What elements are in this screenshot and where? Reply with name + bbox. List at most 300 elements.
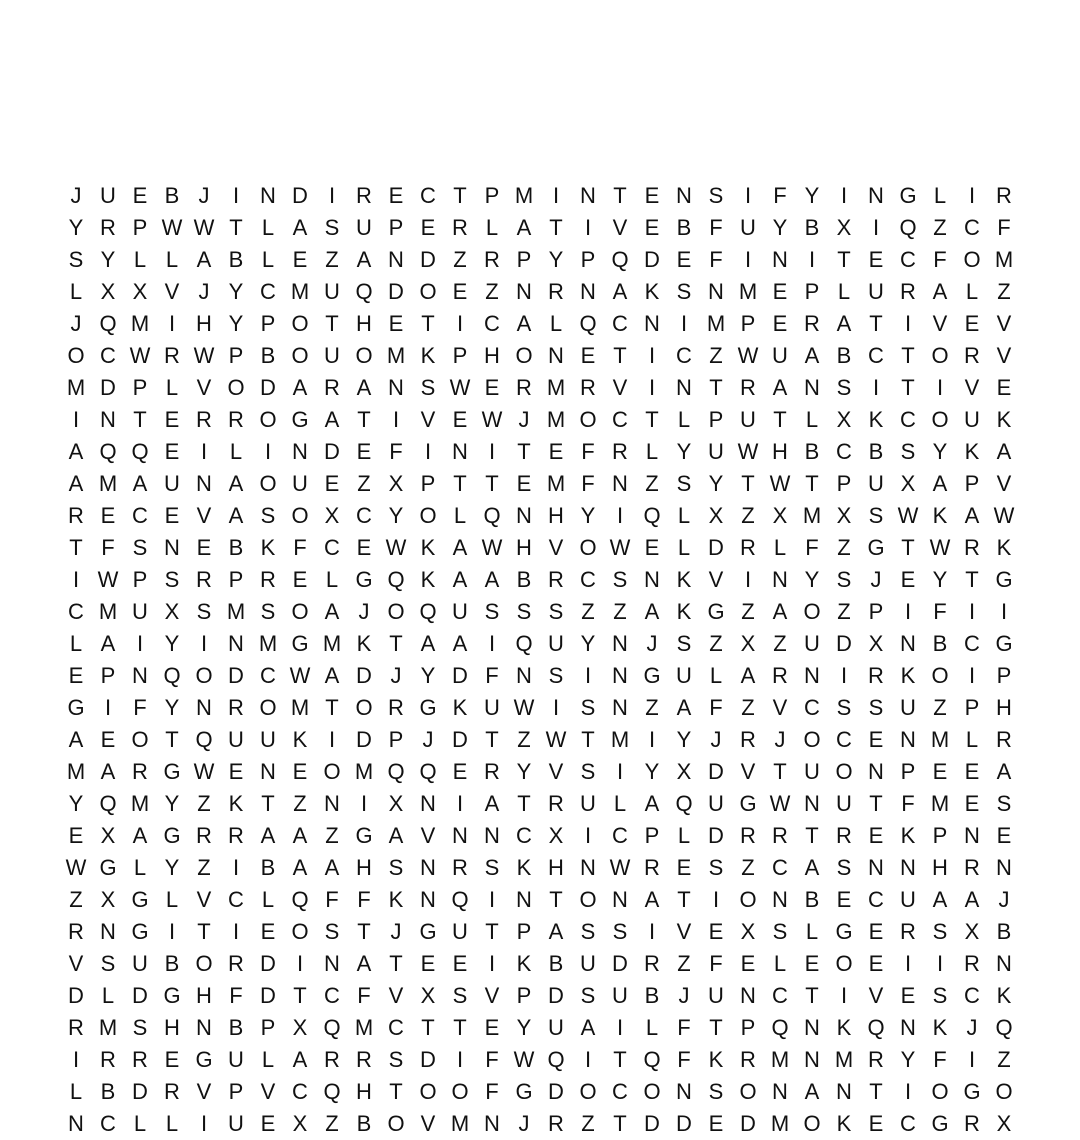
grid-letter[interactable]: N [452,823,468,848]
grid-letter[interactable]: M [930,791,950,816]
grid-letter[interactable]: Z [645,471,659,496]
grid-letter[interactable]: K [420,535,436,560]
grid-letter[interactable]: Q [419,599,437,624]
grid-letter[interactable]: R [900,919,916,944]
grid-letter[interactable]: R [996,183,1012,208]
grid-letter[interactable]: R [740,727,756,752]
grid-letter[interactable]: Q [99,791,117,816]
grid-letter[interactable]: D [132,1079,148,1104]
grid-letter[interactable]: J [710,727,722,752]
grid-letter[interactable]: C [612,1079,628,1104]
grid-letter[interactable]: A [324,599,340,624]
grid-letter[interactable]: E [324,471,340,496]
grid-letter[interactable]: H [772,439,788,464]
grid-letter[interactable]: W [769,791,791,816]
grid-letter[interactable]: M [354,1015,374,1040]
grid-letter[interactable]: I [168,311,176,336]
grid-letter[interactable]: A [68,727,84,752]
grid-letter[interactable]: Y [100,247,116,272]
grid-letter[interactable]: M [770,1047,790,1072]
grid-letter[interactable]: I [712,887,720,912]
grid-letter[interactable]: C [388,1015,404,1040]
grid-letter[interactable]: M [834,1047,854,1072]
grid-letter[interactable]: I [488,439,496,464]
grid-letter[interactable]: B [804,887,820,912]
grid-letter[interactable]: F [485,1079,499,1104]
grid-letter[interactable]: L [773,951,787,976]
grid-letter[interactable]: L [805,407,819,432]
grid-letter[interactable]: X [772,503,788,528]
grid-letter[interactable]: E [356,535,372,560]
grid-letter[interactable]: C [676,343,692,368]
grid-letter[interactable]: O [291,343,309,368]
grid-letter[interactable]: S [676,631,692,656]
grid-letter[interactable]: P [452,343,468,368]
grid-letter[interactable]: N [740,983,756,1008]
grid-letter[interactable]: S [68,247,84,272]
grid-letter[interactable]: T [389,1079,403,1104]
grid-letter[interactable]: S [612,567,628,592]
grid-letter[interactable]: J [966,1015,978,1040]
grid-letter[interactable]: L [165,375,179,400]
grid-letter[interactable]: L [261,887,275,912]
grid-letter[interactable]: T [389,631,403,656]
grid-letter[interactable]: O [739,887,757,912]
grid-letter[interactable]: E [964,791,980,816]
grid-letter[interactable]: G [515,1079,533,1104]
grid-letter[interactable]: L [965,279,979,304]
grid-letter[interactable]: E [292,567,308,592]
grid-letter[interactable]: U [132,599,148,624]
grid-letter[interactable]: A [484,791,500,816]
grid-letter[interactable]: M [802,503,822,528]
grid-letter[interactable]: M [130,311,150,336]
grid-letter[interactable]: A [676,695,692,720]
grid-letter[interactable]: D [644,1111,660,1136]
grid-letter[interactable]: U [740,215,756,240]
grid-letter[interactable]: L [677,407,691,432]
grid-letter[interactable]: T [613,1111,627,1136]
grid-letter[interactable]: D [452,663,468,688]
grid-letter[interactable]: E [996,823,1012,848]
grid-letter[interactable]: G [67,695,85,720]
grid-letter[interactable]: D [132,983,148,1008]
grid-letter[interactable]: T [485,919,499,944]
grid-letter[interactable]: E [452,407,468,432]
grid-letter[interactable]: A [836,311,852,336]
grid-letter[interactable]: Z [357,471,371,496]
grid-letter[interactable]: V [612,215,628,240]
grid-letter[interactable]: X [836,407,852,432]
grid-letter[interactable]: N [804,375,820,400]
grid-letter[interactable]: R [196,823,212,848]
grid-letter[interactable]: F [325,887,339,912]
grid-letter[interactable]: I [616,759,624,784]
grid-letter[interactable]: G [707,599,725,624]
grid-letter[interactable]: T [453,183,467,208]
grid-letter[interactable]: A [932,471,948,496]
grid-letter[interactable]: A [356,951,372,976]
grid-letter[interactable]: E [452,759,468,784]
grid-letter[interactable]: I [968,1047,976,1072]
grid-letter[interactable]: N [196,471,212,496]
grid-letter[interactable]: I [488,631,496,656]
grid-letter[interactable]: D [548,983,564,1008]
grid-letter[interactable]: Q [131,439,149,464]
grid-letter[interactable]: W [97,567,119,592]
grid-letter[interactable]: A [100,631,116,656]
grid-letter[interactable]: O [835,951,853,976]
grid-letter[interactable]: T [901,343,915,368]
grid-letter[interactable]: Q [675,791,693,816]
grid-letter[interactable]: C [900,247,916,272]
grid-letter[interactable]: P [900,759,916,784]
grid-letter[interactable]: C [964,215,980,240]
grid-letter[interactable]: I [456,791,464,816]
grid-letter[interactable]: N [100,407,116,432]
grid-letter[interactable]: B [100,1079,116,1104]
grid-letter[interactable]: I [488,887,496,912]
grid-letter[interactable]: Q [547,1047,565,1072]
grid-letter[interactable]: G [99,855,117,880]
grid-letter[interactable]: S [324,919,340,944]
grid-letter[interactable]: K [228,791,244,816]
grid-letter[interactable]: N [804,791,820,816]
grid-letter[interactable]: V [932,311,948,336]
grid-letter[interactable]: G [931,1111,949,1136]
grid-letter[interactable]: L [645,439,659,464]
grid-letter[interactable]: O [803,599,821,624]
grid-letter[interactable]: U [260,727,276,752]
grid-letter[interactable]: H [356,855,372,880]
grid-letter[interactable]: G [291,631,309,656]
grid-letter[interactable]: O [579,407,597,432]
grid-letter[interactable]: N [772,887,788,912]
grid-letter[interactable]: L [805,919,819,944]
grid-letter[interactable]: G [291,407,309,432]
grid-letter[interactable]: I [808,247,816,272]
grid-letter[interactable]: T [517,439,531,464]
grid-letter[interactable]: X [868,631,884,656]
grid-letter[interactable]: D [68,983,84,1008]
grid-letter[interactable]: V [196,503,212,528]
grid-letter[interactable]: C [868,343,884,368]
grid-letter[interactable]: J [870,567,882,592]
grid-letter[interactable]: L [69,1079,83,1104]
grid-letter[interactable]: A [644,791,660,816]
grid-letter[interactable]: T [645,407,659,432]
grid-letter[interactable]: Z [325,247,339,272]
grid-letter[interactable]: S [580,983,596,1008]
grid-letter[interactable]: I [744,247,752,272]
grid-letter[interactable]: R [452,855,468,880]
grid-letter[interactable]: S [676,279,692,304]
grid-letter[interactable]: D [676,1111,692,1136]
grid-letter[interactable]: J [70,311,82,336]
grid-letter[interactable]: Z [581,599,595,624]
grid-letter[interactable]: E [452,951,468,976]
grid-letter[interactable]: R [740,535,756,560]
grid-letter[interactable]: M [994,247,1014,272]
grid-letter[interactable]: C [516,823,532,848]
grid-letter[interactable]: A [516,215,532,240]
grid-letter[interactable]: R [548,279,564,304]
grid-letter[interactable]: N [644,311,660,336]
grid-letter[interactable]: Q [99,311,117,336]
grid-letter[interactable]: J [390,919,402,944]
grid-letter[interactable]: S [932,919,948,944]
grid-letter[interactable]: E [420,951,436,976]
grid-letter[interactable]: X [740,919,756,944]
grid-letter[interactable]: P [708,407,724,432]
grid-letter[interactable]: R [612,439,628,464]
grid-letter[interactable]: V [196,887,212,912]
grid-letter[interactable]: T [453,471,467,496]
grid-letter[interactable]: X [836,215,852,240]
grid-letter[interactable]: R [868,1047,884,1072]
grid-letter[interactable]: B [228,1015,244,1040]
grid-letter[interactable]: G [899,183,917,208]
grid-letter[interactable]: V [868,983,884,1008]
grid-letter[interactable]: X [388,791,404,816]
grid-letter[interactable]: Q [323,1015,341,1040]
grid-letter[interactable]: S [836,567,852,592]
grid-letter[interactable]: U [164,471,180,496]
grid-letter[interactable]: A [452,535,468,560]
grid-letter[interactable]: Z [837,599,851,624]
grid-letter[interactable]: R [548,567,564,592]
grid-letter[interactable]: I [872,215,880,240]
grid-letter[interactable]: S [996,791,1012,816]
grid-letter[interactable]: R [484,247,500,272]
grid-letter[interactable]: N [388,247,404,272]
grid-letter[interactable]: J [998,887,1010,912]
grid-letter[interactable]: E [868,951,884,976]
grid-letter[interactable]: Y [932,439,948,464]
grid-letter[interactable]: O [931,407,949,432]
grid-letter[interactable]: U [324,343,340,368]
grid-letter[interactable]: L [485,215,499,240]
grid-letter[interactable]: D [836,631,852,656]
grid-letter[interactable]: Q [643,503,661,528]
grid-letter[interactable]: X [740,631,756,656]
grid-letter[interactable]: N [484,823,500,848]
grid-letter[interactable]: P [740,1015,756,1040]
grid-letter[interactable]: T [869,1079,883,1104]
grid-letter[interactable]: I [584,823,592,848]
grid-letter[interactable]: I [552,695,560,720]
grid-letter[interactable]: P [228,1079,244,1104]
grid-letter[interactable]: R [196,567,212,592]
grid-letter[interactable]: X [132,279,148,304]
grid-letter[interactable]: D [420,1047,436,1072]
grid-letter[interactable]: R [132,1047,148,1072]
grid-letter[interactable]: F [485,663,499,688]
grid-letter[interactable]: O [515,343,533,368]
grid-letter[interactable]: Y [68,791,84,816]
grid-letter[interactable]: N [228,631,244,656]
grid-letter[interactable]: I [744,183,752,208]
grid-letter[interactable]: L [133,1111,147,1136]
grid-letter[interactable]: Y [676,727,692,752]
grid-letter[interactable]: I [456,311,464,336]
grid-letter[interactable]: E [708,1111,724,1136]
grid-letter[interactable]: I [968,599,976,624]
grid-letter[interactable]: I [328,183,336,208]
grid-letter[interactable]: T [677,887,691,912]
grid-letter[interactable]: A [420,631,436,656]
grid-letter[interactable]: E [836,887,852,912]
grid-letter[interactable]: M [546,471,566,496]
grid-letter[interactable]: T [709,1015,723,1040]
grid-letter[interactable]: I [296,951,304,976]
grid-letter[interactable]: O [739,1079,757,1104]
grid-letter[interactable]: R [228,823,244,848]
grid-letter[interactable]: D [708,535,724,560]
grid-letter[interactable]: O [931,343,949,368]
grid-letter[interactable]: F [229,983,243,1008]
grid-letter[interactable]: T [229,215,243,240]
grid-letter[interactable]: T [549,887,563,912]
grid-letter[interactable]: G [835,919,853,944]
grid-letter[interactable]: I [392,407,400,432]
grid-letter[interactable]: Q [611,247,629,272]
grid-letter[interactable]: L [677,535,691,560]
grid-letter[interactable]: C [836,439,852,464]
grid-letter[interactable]: I [552,183,560,208]
grid-letter[interactable]: L [325,567,339,592]
grid-letter[interactable]: V [548,759,564,784]
grid-letter[interactable]: U [804,631,820,656]
grid-letter[interactable]: P [964,695,980,720]
grid-letter[interactable]: X [676,759,692,784]
grid-letter[interactable]: N [612,471,628,496]
grid-letter[interactable]: E [932,759,948,784]
grid-letter[interactable]: T [453,1015,467,1040]
grid-letter[interactable]: J [646,631,658,656]
grid-letter[interactable]: M [98,1015,118,1040]
grid-letter[interactable]: Y [420,663,436,688]
grid-letter[interactable]: G [131,919,149,944]
grid-letter[interactable]: N [868,759,884,784]
grid-letter[interactable]: K [996,983,1012,1008]
grid-letter[interactable]: C [868,887,884,912]
grid-letter[interactable]: G [867,535,885,560]
grid-letter[interactable]: F [677,1047,691,1072]
grid-letter[interactable]: T [549,215,563,240]
grid-letter[interactable]: P [228,343,244,368]
grid-letter[interactable]: P [932,823,948,848]
grid-letter[interactable]: A [996,759,1012,784]
grid-letter[interactable]: O [355,343,373,368]
grid-letter[interactable]: K [356,631,372,656]
grid-letter[interactable]: S [196,599,212,624]
grid-letter[interactable]: G [995,567,1013,592]
grid-letter[interactable]: E [132,183,148,208]
grid-letter[interactable]: Q [387,567,405,592]
grid-letter[interactable]: U [772,343,788,368]
grid-letter[interactable]: U [548,1015,564,1040]
grid-letter[interactable]: V [420,1111,436,1136]
grid-letter[interactable]: L [677,823,691,848]
grid-letter[interactable]: X [292,1111,308,1136]
grid-letter[interactable]: I [872,375,880,400]
grid-letter[interactable]: V [996,311,1012,336]
grid-letter[interactable]: W [609,855,631,880]
grid-letter[interactable]: X [900,471,916,496]
grid-letter[interactable]: R [964,855,980,880]
grid-letter[interactable]: R [164,343,180,368]
grid-letter[interactable]: N [676,183,692,208]
grid-letter[interactable]: G [643,663,661,688]
grid-letter[interactable]: K [900,663,916,688]
grid-letter[interactable]: R [228,951,244,976]
grid-letter[interactable]: I [904,599,912,624]
grid-letter[interactable]: D [100,375,116,400]
grid-letter[interactable]: V [196,375,212,400]
grid-letter[interactable]: Y [516,759,532,784]
grid-letter[interactable]: R [772,823,788,848]
grid-letter[interactable]: F [101,535,115,560]
grid-letter[interactable]: C [964,631,980,656]
grid-letter[interactable]: O [323,759,341,784]
grid-letter[interactable]: C [292,1079,308,1104]
grid-letter[interactable]: L [645,1015,659,1040]
grid-letter[interactable]: M [354,759,374,784]
grid-letter[interactable]: D [420,247,436,272]
grid-letter[interactable]: A [452,567,468,592]
grid-letter[interactable]: E [964,311,980,336]
grid-letter[interactable]: M [66,375,86,400]
grid-letter[interactable]: P [516,247,532,272]
grid-letter[interactable]: H [196,983,212,1008]
grid-letter[interactable]: D [292,183,308,208]
grid-letter[interactable]: J [678,983,690,1008]
grid-letter[interactable]: S [612,919,628,944]
grid-letter[interactable]: U [452,919,468,944]
grid-letter[interactable]: S [100,951,116,976]
grid-letter[interactable]: G [195,1047,213,1072]
grid-letter[interactable]: L [165,887,179,912]
grid-letter[interactable]: S [580,919,596,944]
grid-letter[interactable]: C [612,407,628,432]
grid-letter[interactable]: T [805,823,819,848]
grid-letter[interactable]: I [840,983,848,1008]
grid-letter[interactable]: Y [164,855,180,880]
grid-letter[interactable]: W [545,727,567,752]
grid-letter[interactable]: X [964,919,980,944]
grid-letter[interactable]: N [900,855,916,880]
grid-letter[interactable]: E [100,503,116,528]
grid-letter[interactable]: B [164,951,180,976]
grid-letter[interactable]: I [904,1079,912,1104]
grid-letter[interactable]: E [964,759,980,784]
grid-letter[interactable]: R [644,855,660,880]
grid-letter[interactable]: K [868,407,884,432]
grid-letter[interactable]: F [389,439,403,464]
grid-letter[interactable]: O [419,279,437,304]
grid-letter[interactable]: Z [485,279,499,304]
grid-letter[interactable]: S [484,599,500,624]
grid-letter[interactable]: K [260,535,276,560]
grid-letter[interactable]: E [740,951,756,976]
grid-letter[interactable]: I [72,1047,80,1072]
grid-letter[interactable]: N [708,279,724,304]
grid-letter[interactable]: T [613,1047,627,1072]
grid-letter[interactable]: R [772,663,788,688]
grid-letter[interactable]: R [68,503,84,528]
grid-letter[interactable]: Y [804,183,820,208]
